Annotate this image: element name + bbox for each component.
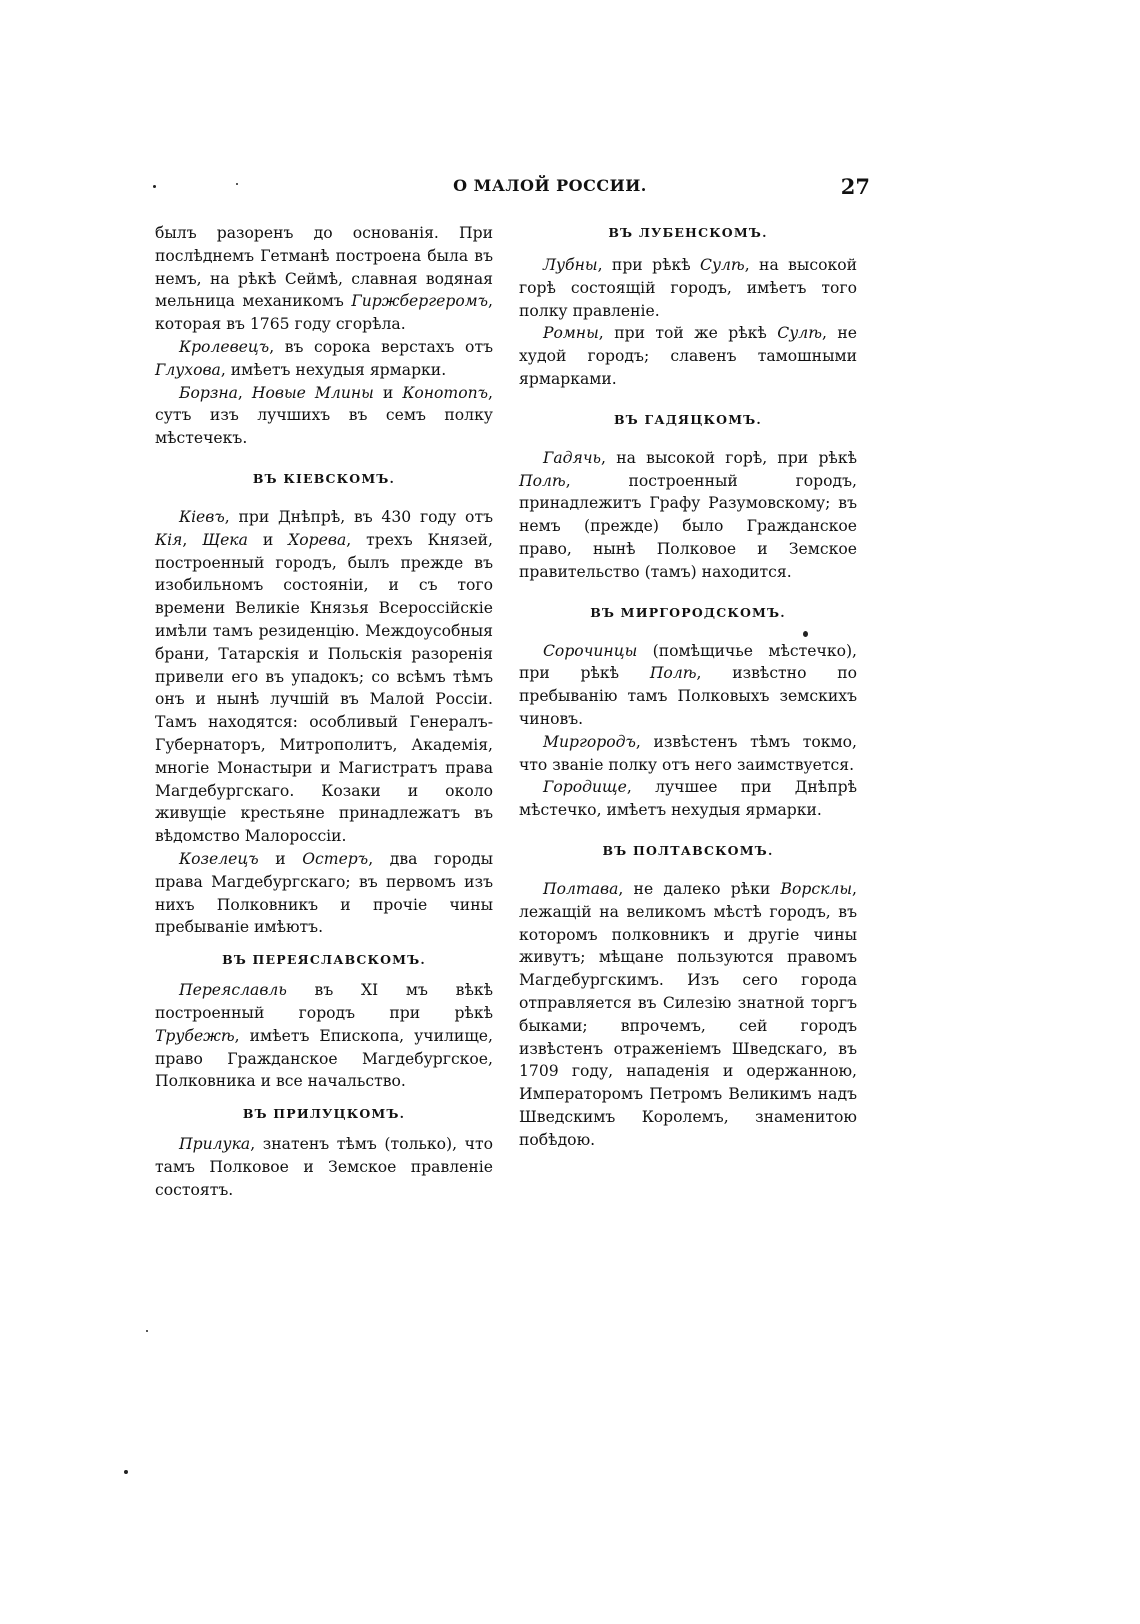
paragraph-priluka: Прилука, знатенъ тѣмъ (только), что тамъ Полковое и Земское правленіе состоятъ. [155, 1135, 493, 1199]
river-name: Сулѣ [777, 324, 822, 343]
print-speck [803, 631, 808, 637]
section-heading-poltava: ВЪ ПОЛТАВСКОМЪ. [602, 842, 774, 858]
paragraph-pereyaslavl: Переяславль въ XI мъ вѣкѣ построенный городъ при рѣкѣ Трубежѣ, имѣетъ Епископа, училище, право Гражданское Магдебургское, Полковника и все начальство. [155, 981, 493, 1091]
print-speck [124, 1470, 128, 1474]
paragraph-gadyach: Гадячь, на высокой горѣ, при рѣкѣ Полѣ, построенный городъ, принадлежитъ Графу Разумовскому; въ немъ (прежде) было Гражданское право, нынѣ Полковое и Земское правительство (тамъ) находится. [519, 448, 857, 581]
place-name: Конотопъ [402, 383, 489, 402]
place-name: Ромны [543, 324, 599, 343]
page-header [150, 176, 870, 206]
place-name: Миргородъ [543, 732, 636, 751]
place-name: Сорочинцы [543, 641, 638, 660]
section-heading-gadyach: ВЪ ГАДЯЦКОМЪ. [614, 411, 762, 427]
page-number: 27 [840, 174, 870, 199]
river-name: Сулѣ [700, 256, 745, 274]
section-heading-mirgorod: ВЪ МИРГОРОДСКОМЪ. [590, 604, 786, 620]
place-name: Трубежѣ [155, 1026, 235, 1045]
paragraph-poltava: Полтава, не далеко рѣки Ворсклы, лежащій на великомъ мѣстѣ городъ, въ которомъ полковникъ и другіе чины живутъ; мѣщане пользуются правомъ Магдебургскимъ. Изъ сего города отправляется въ Силезію знатной торгъ быками; впрочемъ, сей городъ извѣстенъ отраженіемъ Шведскаго, въ 1709 году, нападенія и одержанною, Императоромъ Петромъ Великимъ надъ Шведскимъ Королемъ, знаменитою побѣдою. [519, 879, 857, 1149]
place-name: Прилука [179, 1135, 251, 1154]
place-name: Козелецъ [179, 849, 259, 868]
person-name: Щека [202, 530, 248, 549]
paragraph-kozelets: Козелецъ и Остеръ, два городы права Магдебургскаго; въ первомъ изъ нихъ Полковникъ и прочіе чины пребываніе имѣютъ. [155, 849, 493, 937]
place-name: Глухова [155, 360, 221, 379]
paragraph-sorochintsy: Сорочинцы (помѣщичье мѣстечко), при рѣкѣ Полѣ, извѣстно по пребыванію тамъ Полковыхъ земскихъ чиновъ. [519, 641, 857, 728]
place-name: Новые Млины [251, 383, 374, 402]
print-speck [153, 185, 156, 188]
paragraph-borzna: Борзна, Новые Млины и Конотопъ, сутъ изъ лучшихъ въ семъ полку мѣстечекъ. [155, 383, 494, 448]
place-name: Гадячь [543, 448, 602, 467]
running-head: О МАЛОЙ РОССИИ. [453, 176, 647, 195]
person-name: Хорева [288, 530, 347, 549]
place-name: Полтава [543, 879, 619, 898]
place-name: Кіевъ [179, 507, 225, 526]
river-name: Ворсклы [780, 879, 853, 898]
place-name: Борзна [179, 383, 238, 402]
place-name: Городище [543, 778, 627, 797]
person-name: Кія [155, 530, 183, 549]
paragraph-gorodishche: Городище, лучшее при Днѣпрѣ мѣстечко, имѣетъ нехудыя ярмарки. [519, 778, 857, 820]
paragraph-glukhov-mill: былъ разоренъ до основанія. При послѣднемъ Гетманѣ построена была въ немъ, на рѣкѣ Сеймѣ, славная водяная мельница механикомъ Гиржбергеромъ, которая въ 1765 году сгорѣла. [155, 224, 493, 334]
place-name: Лубны [543, 256, 598, 274]
place-name: Кролевецъ [179, 337, 270, 356]
section-heading-lubny: ВЪ ЛУБЕНСКОМЪ. [608, 225, 768, 240]
section-heading-kiev: ВЪ КІЕВСКОМЪ. [252, 470, 396, 486]
left-column [155, 222, 493, 1201]
right-column [519, 222, 857, 1152]
paragraph-romny: Ромны, при той же рѣкѣ Сулѣ, не худой городъ; славенъ тамошными ярмарками. [519, 324, 857, 388]
river-name: Полѣ [519, 471, 566, 490]
paragraph-kiev: Кіевъ, при Днѣпрѣ, въ 430 году отъ Кія, Щека и Хорева, трехъ Князей, построенный городъ, былъ прежде въ изобильномъ состояніи, и съ того времени Великіе Князья Всероссійскіе имѣли тамъ резиденцію. Междоусобныя брани, Татарскія и Польскія разоренія привели его въ упадокъ; со всѣмъ тѣмъ онъ и нынѣ лучшій въ Малой Россіи. Тамъ находятся: особливый Генералъ-Губернаторъ, Митрополитъ, Академія, многіе Монастыри и Магистратъ права Магдебургскаго. Козаки и около живущіе крестьяне принадлежатъ въ вѣдомство Малороссіи. [155, 507, 493, 846]
place-name: Гиржбергеромъ [351, 292, 489, 311]
paragraph-lubny: Лубны, при рѣкѣ Сулѣ, на высокой горѣ состоящій городъ, имѣетъ того полку правленіе. [519, 256, 857, 320]
paragraph-mirgorod: Миргородъ, извѣстенъ тѣмъ токмо, что званіе полку отъ него заимствуется. [519, 732, 857, 774]
paragraph-krolevets: Кролевецъ, въ сорока верстахъ отъ Глухова, имѣетъ нехудыя ярмарки. [155, 337, 493, 379]
place-name: Переяславль [179, 981, 287, 1000]
print-speck [236, 183, 238, 185]
river-name: Полѣ [649, 664, 697, 683]
section-heading-priluki: ВЪ ПРИЛУЦКОМЪ. [242, 1106, 406, 1122]
section-heading-pereyaslav: ВЪ ПЕРЕЯСЛАВСКОМЪ. [222, 952, 426, 968]
print-speck [146, 1330, 148, 1332]
place-name: Остеръ [302, 849, 369, 868]
